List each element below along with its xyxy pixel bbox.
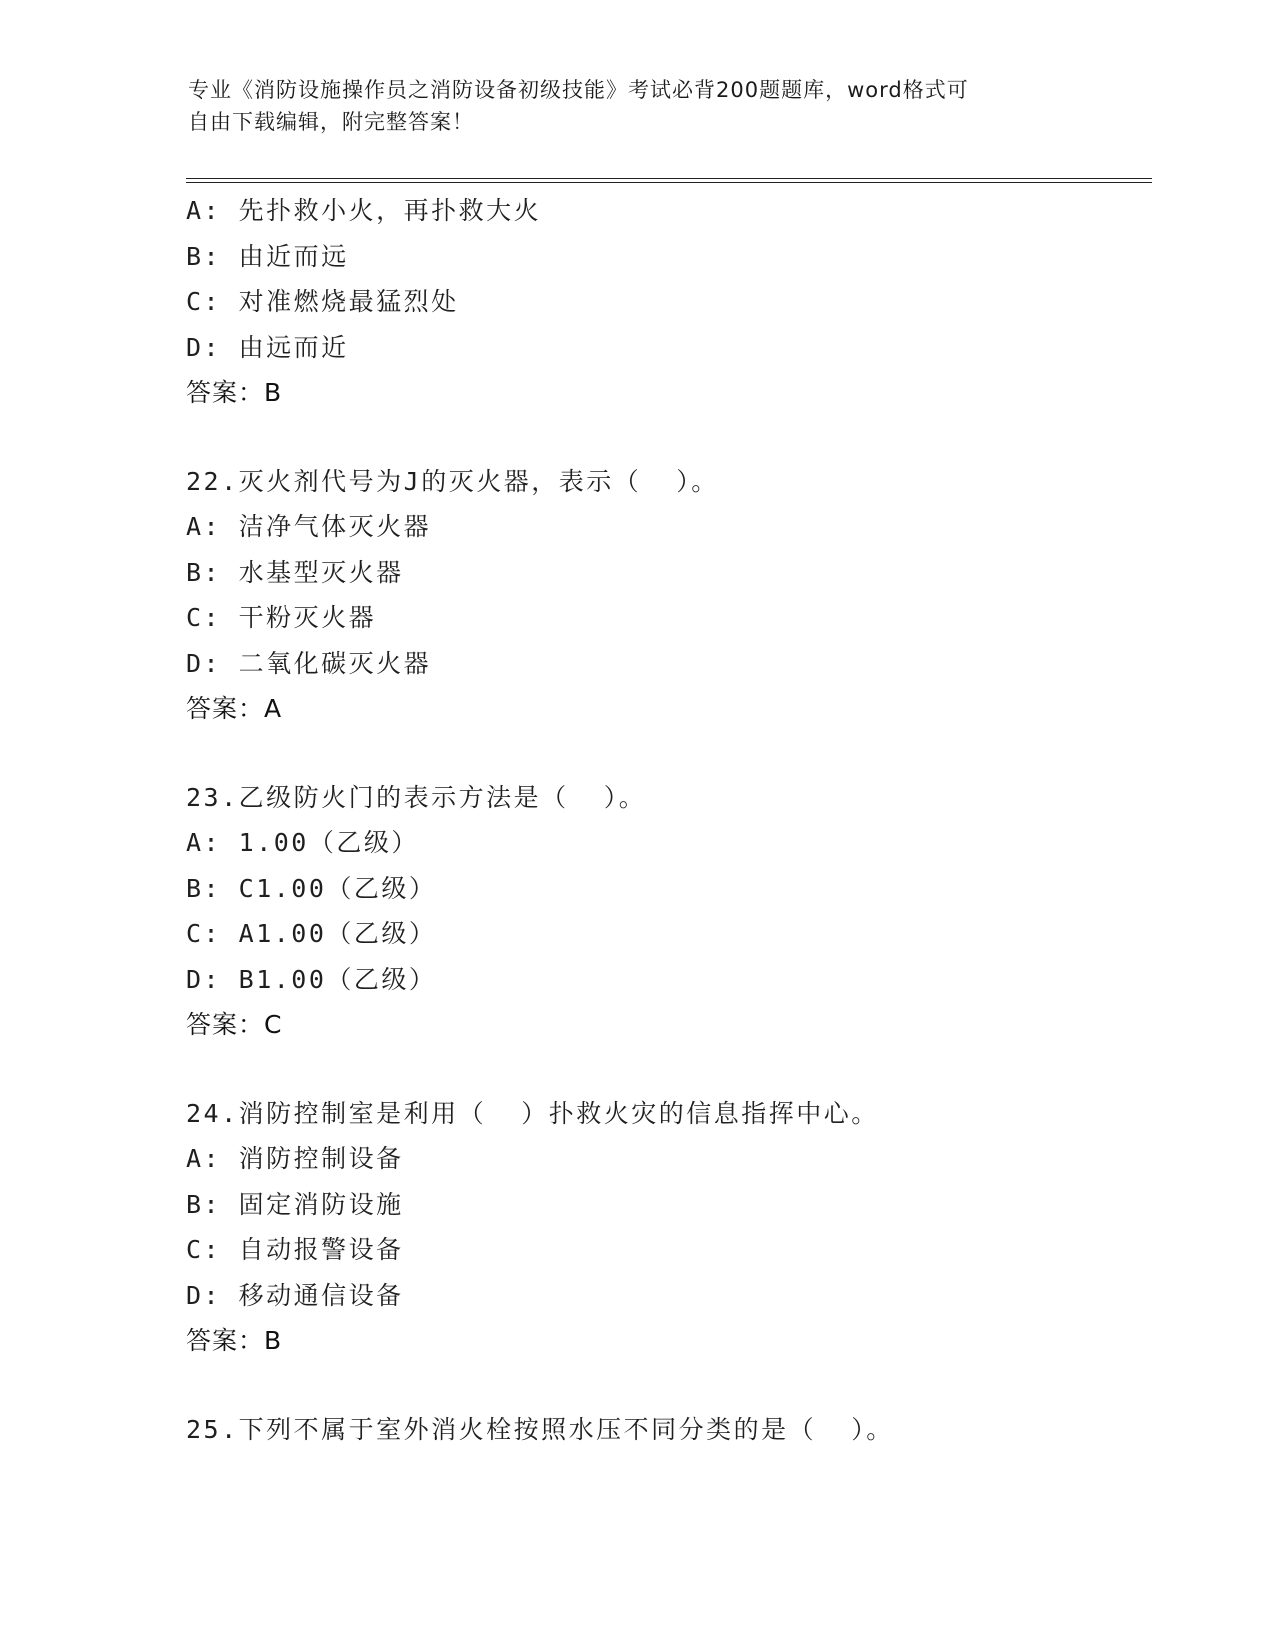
option-c: C: A1.00（乙级） <box>186 919 437 948</box>
option-a: A: 消防控制设备 <box>186 1144 404 1173</box>
option-c: C: 对准燃烧最猛烈处 <box>186 287 459 316</box>
answer-line: 答案：C <box>186 1010 283 1039</box>
header-line-2: 自由下载编辑，附完整答案！ <box>188 110 474 134</box>
question-block-23 <box>186 775 1146 1048</box>
option-c: C: 干粉灭火器 <box>186 603 377 632</box>
option-a: A: 洁净气体灭火器 <box>186 512 432 541</box>
option-b: B: C1.00（乙级） <box>186 873 437 903</box>
question-block-25 <box>186 1407 1146 1453</box>
question-text: 25.下列不属于室外消火栓按照水压不同分类的是（ ）。 <box>186 1414 894 1444</box>
question-block-24 <box>186 1091 1146 1364</box>
option-b: B: 固定消防设施 <box>186 1189 404 1219</box>
option-b: B: 由近而远 <box>186 241 349 271</box>
question-text: 23.乙级防火门的表示方法是（ ）。 <box>186 782 647 812</box>
question-block-21 <box>186 188 1146 416</box>
spacer <box>186 416 1146 459</box>
question-block-22 <box>186 459 1146 732</box>
option-d: D: 移动通信设备 <box>186 1280 404 1310</box>
spacer <box>186 732 1146 775</box>
question-text: 24.消防控制室是利用（ ）扑救火灾的信息指挥中心。 <box>186 1098 879 1128</box>
option-d: D: B1.00（乙级） <box>186 964 437 994</box>
option-a: A: 1.00（乙级） <box>186 828 419 857</box>
header-line-1: 专业《消防设施操作员之消防设备初级技能》考试必背200题题库，word格式可 <box>188 78 969 102</box>
option-d: D: 由远而近 <box>186 332 349 362</box>
answer-line: 答案：B <box>186 378 283 407</box>
spacer <box>186 1048 1146 1091</box>
header-divider <box>186 178 1152 183</box>
document-header <box>188 74 1088 138</box>
option-a: A: 先扑救小火，再扑救大火 <box>186 196 542 225</box>
option-d: D: 二氧化碳灭火器 <box>186 648 432 678</box>
option-b: B: 水基型灭火器 <box>186 557 404 587</box>
answer-line: 答案：B <box>186 1326 283 1355</box>
spacer <box>186 1364 1146 1407</box>
option-c: C: 自动报警设备 <box>186 1235 404 1264</box>
question-list <box>186 188 1146 1452</box>
answer-line: 答案：A <box>186 694 283 723</box>
question-text: 22.灭火剂代号为J的灭火器，表示（ ）。 <box>186 466 719 496</box>
